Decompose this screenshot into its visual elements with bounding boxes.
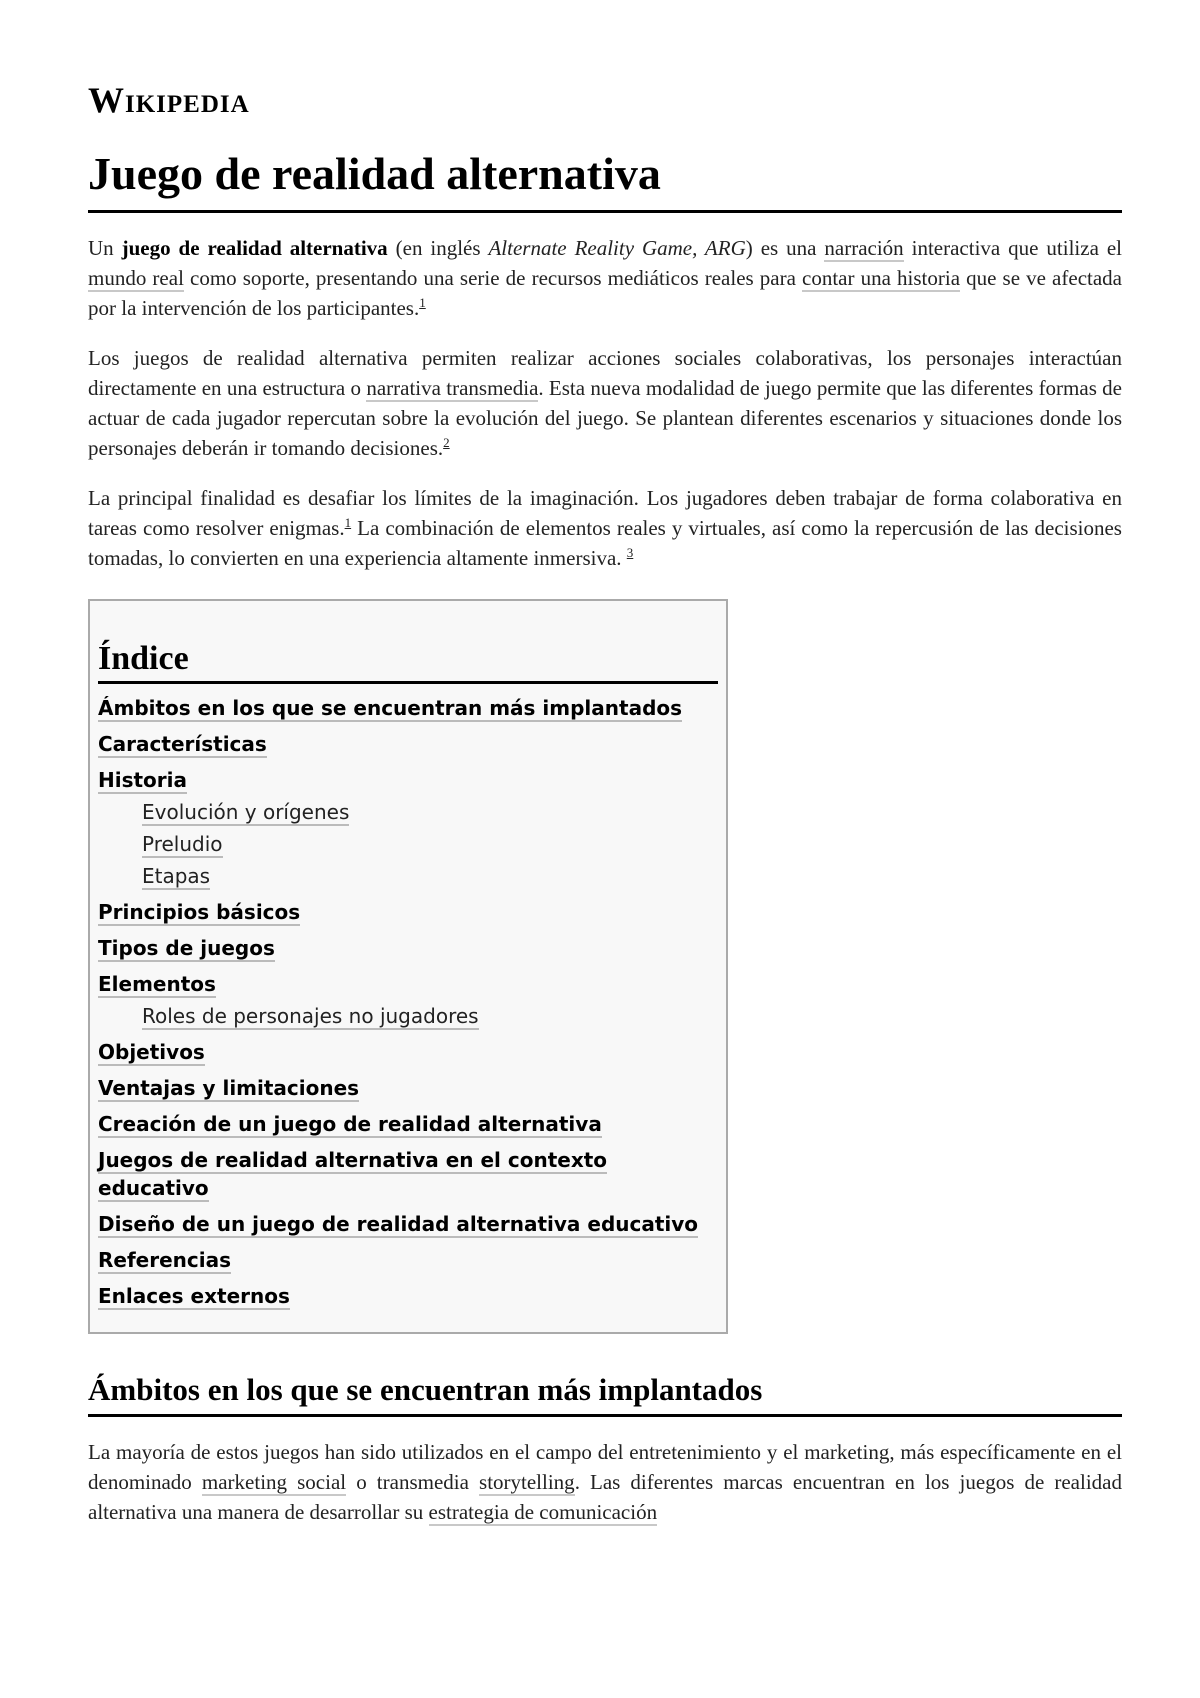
text: como soporte, presentando una serie de recursos mediáticos reales para	[183, 266, 803, 290]
bold-term: juego de realidad alternativa	[121, 236, 388, 260]
text: o transmedia	[346, 1470, 480, 1494]
page-title: Juego de realidad alternativa	[88, 146, 1122, 213]
article-page	[88, 80, 1122, 1527]
text: La combinación de elementos reales y virtuales, así como la repercusión de las decisiones tomadas, lo convierten en una experiencia altamente inmersiva.	[88, 516, 1122, 570]
toc-subitem-label[interactable]: Etapas	[142, 864, 211, 888]
toc-subitem-label[interactable]: Evolución y orígenes	[142, 800, 350, 824]
italic-term: Alternate Reality Game, ARG	[488, 236, 746, 260]
text: que se ve afectada por la intervención de los participantes.	[88, 266, 1122, 320]
toc-list	[98, 694, 718, 1310]
reference-link[interactable]: 3	[626, 545, 634, 560]
toc-item-label[interactable]: Tipos de juegos	[98, 936, 275, 960]
toc-sublist	[98, 798, 718, 890]
link-marketing-social[interactable]: marketing social	[201, 1470, 347, 1494]
link-storytelling[interactable]: storytelling	[479, 1470, 575, 1494]
toc-item[interactable]	[98, 934, 718, 962]
link-estrategia-de-comunicacion[interactable]: estrategia de comunicación	[428, 1500, 658, 1524]
toc-subitem[interactable]	[142, 830, 718, 858]
toc-item-label[interactable]: Características	[98, 732, 267, 756]
toc-item-label[interactable]: Historia	[98, 768, 188, 792]
toc-item[interactable]	[98, 1246, 718, 1274]
toc-subitem[interactable]	[142, 1002, 718, 1030]
toc-subitem[interactable]	[142, 798, 718, 826]
text: . Esta nueva modalidad de juego permite que las diferentes formas de actuar de cada jugador repercutan sobre la evolución del juego. Se plantean diferentes escenarios y situaciones donde los personajes deberán ir tomando decisiones.	[88, 376, 1122, 460]
text: (en inglés	[387, 236, 489, 260]
toc-item[interactable]	[98, 1110, 718, 1138]
toc-subitem-label[interactable]: Preludio	[142, 832, 223, 856]
toc-sublist	[98, 1002, 718, 1030]
link-mundo-real[interactable]: mundo real	[88, 266, 184, 290]
toc-item-label[interactable]: Enlaces externos	[98, 1284, 290, 1308]
link-narracion[interactable]: narración	[824, 236, 904, 260]
toc-item[interactable]	[98, 1074, 718, 1102]
text: Un	[88, 236, 122, 260]
link-narrativa-transmedia[interactable]: narrativa transmedia	[366, 376, 539, 400]
toc-item[interactable]	[98, 694, 718, 722]
link-contar-una-historia[interactable]: contar una historia	[802, 266, 961, 290]
text: . Las diferentes marcas encuentran en los juegos de realidad alternativa una manera de desarrollar su	[88, 1470, 1122, 1524]
intro-paragraph-2	[88, 343, 1122, 463]
toc-item-label[interactable]: Ventajas y limitaciones	[98, 1076, 360, 1100]
toc-item[interactable]	[98, 730, 718, 758]
table-of-contents	[88, 599, 728, 1334]
toc-item-label[interactable]: Principios básicos	[98, 900, 301, 924]
intro-paragraph-3	[88, 483, 1122, 573]
reference-link[interactable]: 1	[344, 515, 352, 530]
text: Los juegos de realidad alternativa permiten realizar acciones sociales colaborativas, los personajes interactúan directamente en una estructura o	[88, 346, 1122, 400]
text: interactiva que utiliza el	[903, 236, 1123, 260]
toc-item-label[interactable]: Referencias	[98, 1248, 232, 1272]
toc-subitem[interactable]	[142, 862, 718, 890]
toc-title: Índice	[98, 637, 718, 684]
toc-item-label[interactable]: Juegos de realidad alternativa en el contexto educativo	[98, 1148, 608, 1200]
text: La principal finalidad es desafiar los límites de la imaginación. Los jugadores deben trabajar de forma colaborativa en tareas como resolver enigmas.	[88, 486, 1122, 540]
reference-link[interactable]: 2	[443, 435, 450, 450]
section-paragraph	[88, 1437, 1122, 1527]
toc-item-label[interactable]: Elementos	[98, 972, 216, 996]
toc-item[interactable]	[98, 898, 718, 926]
toc-item-label[interactable]: Ámbitos en los que se encuentran más implantados	[98, 696, 683, 720]
intro-paragraph-1	[88, 233, 1122, 323]
toc-item-label[interactable]: Objetivos	[98, 1040, 205, 1064]
reference-link[interactable]: 1	[419, 295, 426, 310]
text: ) es una	[745, 236, 825, 260]
text: La mayoría de estos juegos han sido utilizados en el campo del entretenimiento y el marketing, más específicamente en el denominado	[88, 1440, 1122, 1494]
toc-item[interactable]	[98, 1210, 718, 1238]
toc-subitem-label[interactable]: Roles de personajes no jugadores	[142, 1004, 479, 1028]
toc-item[interactable]	[98, 766, 718, 890]
toc-item[interactable]	[98, 1282, 718, 1310]
toc-item-label[interactable]: Diseño de un juego de realidad alternativa educativo	[98, 1212, 699, 1236]
toc-item[interactable]	[98, 970, 718, 1030]
toc-item[interactable]	[98, 1146, 718, 1202]
section-heading-ambitos: Ámbitos en los que se encuentran más implantados	[88, 1370, 1122, 1417]
toc-item[interactable]	[98, 1038, 718, 1066]
wikipedia-wordmark[interactable]: Wikipedia	[88, 80, 250, 120]
toc-item-label[interactable]: Creación de un juego de realidad alternativa	[98, 1112, 602, 1136]
